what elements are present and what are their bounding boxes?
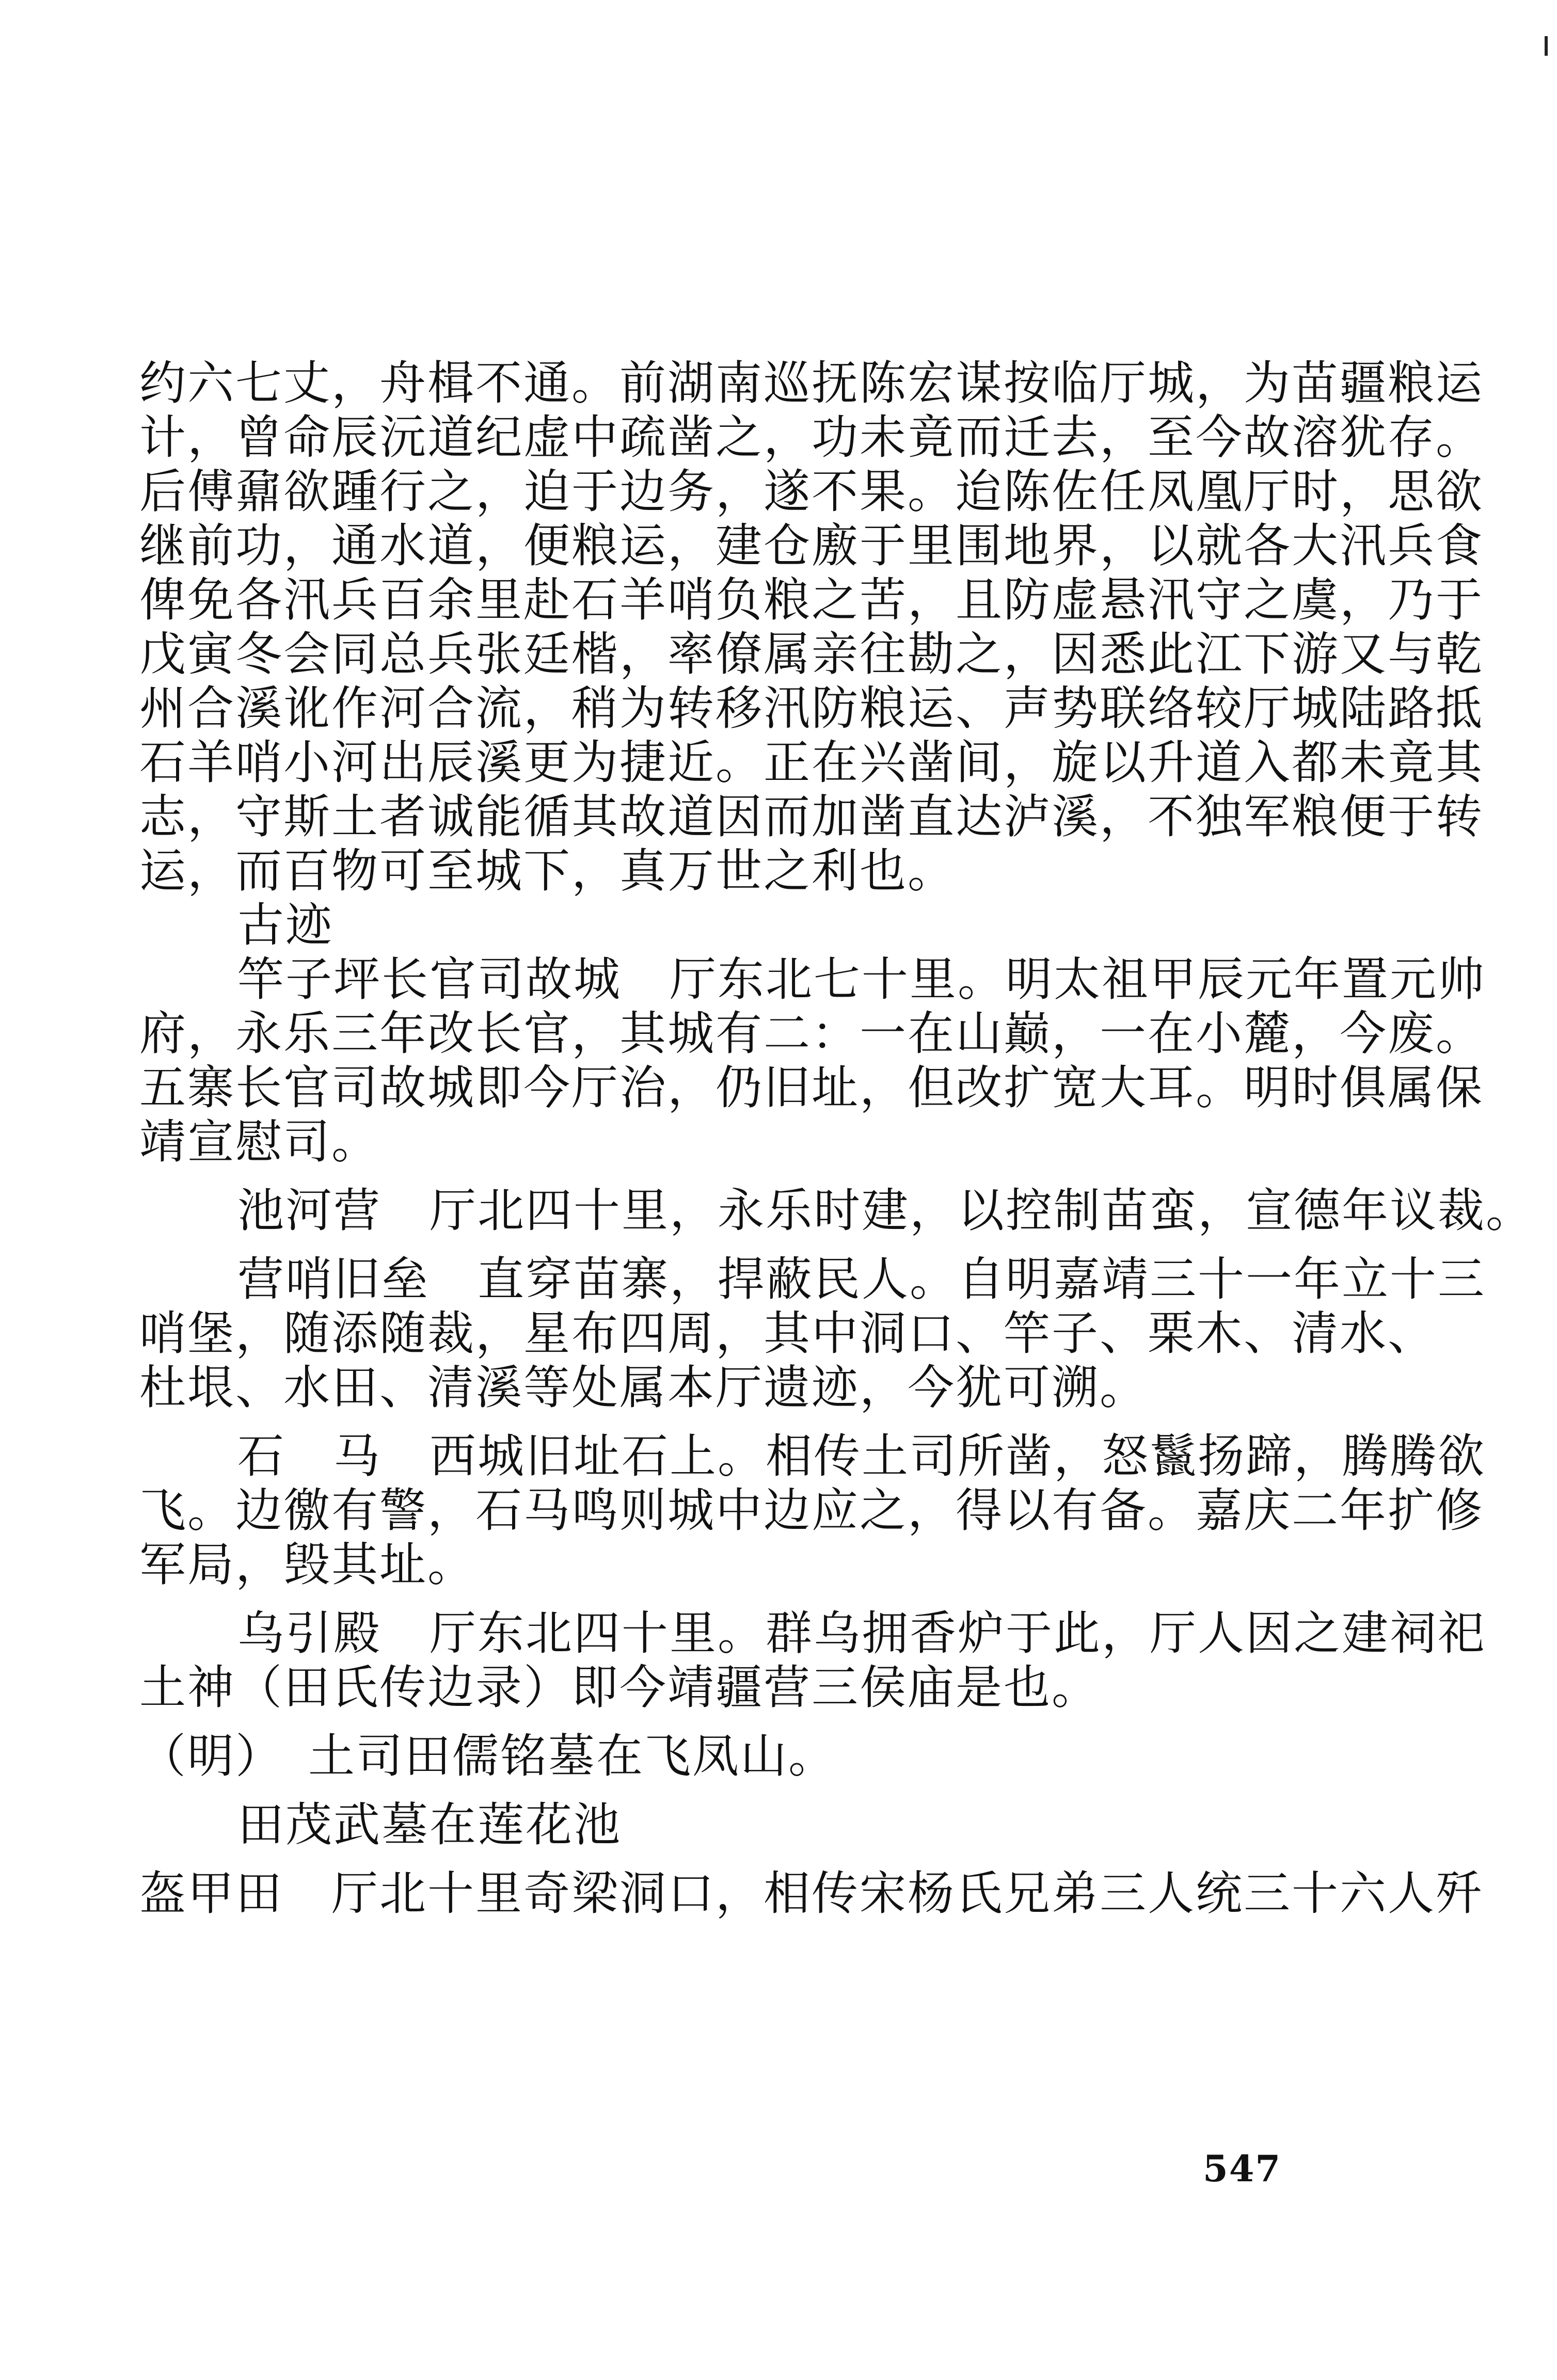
text-line: 约六七丈，舟楫不通。前湖南巡抚陈宏谋按临厅城，为苗疆粮运	[139, 356, 1484, 410]
paragraph	[139, 356, 1484, 898]
text-line: 后傅鼐欲踵行之，迫于边务，遂不果。迨陈佐任凤凰厅时，思欲	[139, 465, 1484, 519]
paragraph	[139, 1429, 1486, 1592]
text-line: 俾免各汛兵百余里赴石羊哨负粮之苦，且防虚悬汛守之虞，乃于	[139, 573, 1484, 627]
section-heading	[139, 898, 1378, 952]
main-text	[139, 356, 1534, 1921]
paragraph	[139, 1798, 1378, 1852]
text-line: 乌引殿 厅东北四十里。群乌拥香炉于此，厅人因之建祠祀	[237, 1606, 1486, 1660]
paragraph	[139, 952, 1486, 1169]
scan-edge-mark	[1545, 36, 1548, 56]
text-line: 飞。边徼有警，石马鸣则城中边应之，得以有备。嘉庆二年扩修	[139, 1483, 1484, 1538]
text-line: 田茂武墓在莲花池	[237, 1798, 622, 1852]
text-line: 杜垠、水田、清溪等处属本厅遗迹，今犹可溯。	[139, 1361, 1148, 1415]
text-line: 继前功，通水道，便粮运，建仓廒于里围地界，以就各大汛兵食	[139, 519, 1484, 573]
paragraph	[139, 1606, 1486, 1715]
text-line: 戊寅冬会同总兵张廷楷，率僚属亲往勘之，因悉此江下游又与乾	[139, 627, 1484, 681]
text-line: 哨堡，随添随裁，星布四周，其中洞口、竿子、栗木、清水、	[139, 1306, 1436, 1361]
text-line: 靖宣慰司。	[139, 1115, 379, 1169]
text-line: 池河营 厅北四十里，永乐时建，以控制苗蛮，宣德年议裁。	[237, 1184, 1534, 1238]
text-line: 竿子坪长官司故城 厅东北七十里。明太祖甲辰元年置元帅	[237, 952, 1486, 1007]
heading-text: 古迹	[237, 898, 333, 952]
text-line: 石 马 西城旧址石上。相传土司所凿，怒鬣扬蹄，腾腾欲	[237, 1429, 1486, 1483]
text-line: 州合溪讹作河合流，稍为转移汛防粮运、声势联络较厅城陆路抵	[139, 681, 1484, 736]
text-line: 运，而百物可至城下，真万世之利也。	[139, 844, 956, 898]
text-line: （明） 土司田儒铭墓在飞凤山。	[139, 1729, 836, 1783]
text-line: 盔甲田 厅北十里奇梁洞口，相传宋杨氏兄弟三人统三十六人歼	[139, 1866, 1484, 1921]
paragraph	[139, 1184, 1534, 1238]
paragraph	[139, 1252, 1486, 1415]
page-number: 547	[1203, 2147, 1282, 2190]
text-line: 土神（田氏传边录）即今靖疆营三侯庙是也。	[139, 1660, 1100, 1715]
paragraph	[139, 1729, 1378, 1783]
text-line: 营哨旧垒 直穿苗寨，捍蔽民人。自明嘉靖三十一年立十三	[237, 1252, 1486, 1306]
paragraph	[139, 1866, 1484, 1921]
text-line: 府，永乐三年改长官，其城有二：一在山巅，一在小麓，今废。	[139, 1007, 1484, 1061]
text-line: 石羊哨小河出辰溪更为捷近。正在兴凿间，旋以升道入都未竟其	[139, 736, 1484, 790]
text-line: 五寨长官司故城即今厅治，仍旧址，但改扩宽大耳。明时俱属保	[139, 1061, 1484, 1115]
text-line: 军局，毁其址。	[139, 1538, 475, 1592]
text-line: 志，守斯土者诚能循其故道因而加凿直达泸溪，不独军粮便于转	[139, 790, 1484, 844]
text-line: 计，曾命辰沅道纪虚中疏凿之，功未竟而迁去，至今故溶犹存。	[139, 410, 1484, 465]
